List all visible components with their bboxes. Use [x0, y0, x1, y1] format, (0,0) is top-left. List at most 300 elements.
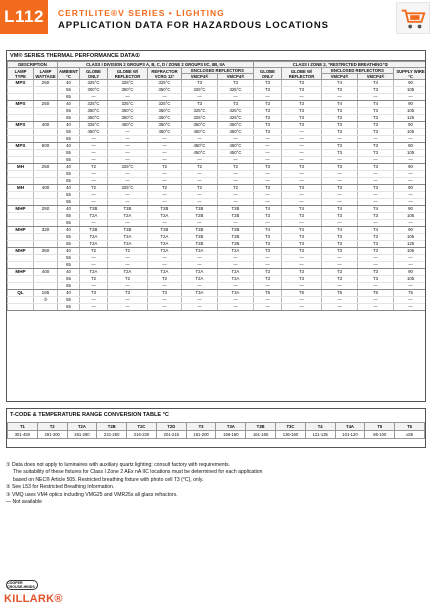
lamp-wattage-cell	[34, 213, 58, 220]
table-cell: —	[358, 304, 394, 311]
table-cell: —	[322, 304, 358, 311]
table-cell: 325°C	[80, 101, 108, 108]
table-cell: —	[282, 136, 322, 143]
table-cell: —	[358, 136, 394, 143]
table-cell: 350°C	[148, 122, 182, 129]
lamp-type-cell: MH	[8, 185, 34, 192]
lamp-wattage-cell	[34, 115, 58, 122]
t-code-cell: T6	[395, 423, 425, 431]
table-cell: —	[218, 297, 254, 304]
conversion-grid	[7, 422, 425, 439]
table-cell: —	[254, 178, 282, 185]
table-cell: 350°C	[148, 108, 182, 115]
table-cell: —	[254, 94, 282, 101]
th-enclosed-reflectors-z2: ENCLOSED REFLECTORS	[322, 68, 394, 74]
table-row	[8, 262, 427, 269]
table-cell: —	[394, 192, 427, 199]
ambient-cell: 40	[58, 227, 80, 234]
table-cell: 450°C	[80, 129, 108, 136]
table-cell: —	[282, 150, 322, 157]
table-cell: 450°C	[148, 129, 182, 136]
table-cell: —	[394, 283, 427, 290]
th-ambient: AMBIENT °C	[59, 68, 79, 79]
table-cell: T3	[358, 87, 394, 94]
table-cell: —	[322, 199, 358, 206]
ambient-cell: 65	[58, 220, 80, 227]
table-cell: T2	[80, 185, 108, 192]
table-cell: 90	[394, 185, 427, 192]
table-cell: —	[358, 297, 394, 304]
lamp-wattage-cell	[34, 150, 58, 157]
table-cell: T3	[282, 80, 322, 87]
table-cell: T2A	[148, 248, 182, 255]
ambient-cell: 55	[58, 255, 80, 262]
thermal-performance-table	[6, 50, 426, 402]
table-cell: T2A	[80, 269, 108, 276]
ambient-cell: 55	[58, 297, 80, 304]
table-cell: —	[282, 297, 322, 304]
table-cell: T2	[80, 248, 108, 255]
table-cell: T2A	[148, 213, 182, 220]
ambient-cell: 40	[58, 248, 80, 255]
footnote-3: ③ VMQ uses VM4 optics including VMG25 and VMR25s all glass refractors.	[6, 491, 178, 498]
table-cell: T3	[322, 143, 358, 150]
ambient-cell: 65	[58, 115, 80, 122]
lamp-type-cell	[8, 94, 34, 101]
ambient-cell: 65	[58, 136, 80, 143]
table-cell: —	[322, 192, 358, 199]
lamp-type-cell	[8, 192, 34, 199]
table-cell: T2B	[80, 206, 108, 213]
table-cell: —	[108, 136, 148, 143]
ambient-cell: 65	[58, 178, 80, 185]
table-cell: 450°C	[218, 129, 254, 136]
table-cell: 450°C	[218, 150, 254, 157]
table-cell: T3	[282, 248, 322, 255]
table-cell: —	[148, 157, 182, 164]
table-cell: T3	[358, 143, 394, 150]
table-cell: T3	[358, 276, 394, 283]
ambient-cell: 40	[58, 206, 80, 213]
table-cell: T4	[322, 101, 358, 108]
table-cell: —	[218, 192, 254, 199]
table-cell: —	[358, 178, 394, 185]
table-cell: 350°C	[108, 87, 148, 94]
table-cell: —	[282, 157, 322, 164]
th-lamp-type: LAMP TYPE	[8, 68, 34, 80]
table-cell: T3	[322, 129, 358, 136]
table-cell: —	[108, 94, 148, 101]
table-cell: —	[394, 178, 427, 185]
table-row	[8, 227, 427, 234]
th-globe-reflector-z2: GLOBE W/ REFLECTOR	[282, 68, 322, 80]
table-cell: T3	[358, 241, 394, 248]
table-cell: —	[182, 171, 218, 178]
lamp-wattage-cell: 400	[34, 122, 58, 129]
t-code-cell: T2B	[97, 423, 127, 431]
table-cell: T3	[254, 248, 282, 255]
table-cell: 350°C	[108, 115, 148, 122]
table-cell: 325°C	[218, 87, 254, 94]
th-description: DESCRIPTION	[8, 62, 58, 68]
table-cell: —	[218, 255, 254, 262]
table-row	[8, 234, 427, 241]
table-cell: —	[394, 220, 427, 227]
table-cell: —	[358, 262, 394, 269]
t-code-cell: T5	[365, 423, 395, 431]
table-cell: T3	[218, 80, 254, 87]
table-cell: 325°C	[218, 108, 254, 115]
footnote-1-cont-a: The suitability of these fixtures for Class I Zone 2 AEx nA IIC locations must be determined for each application	[13, 469, 263, 476]
table-cell: —	[108, 199, 148, 206]
table-cell: —	[80, 283, 108, 290]
table-cell: T2B	[182, 234, 218, 241]
table-cell: —	[254, 199, 282, 206]
table-cell: —	[282, 283, 322, 290]
table-cell: —	[358, 157, 394, 164]
table-cell: —	[394, 262, 427, 269]
lamp-type-cell	[8, 150, 34, 157]
table-cell: —	[394, 157, 427, 164]
table-cell: —	[108, 283, 148, 290]
table-cell: 105	[394, 276, 427, 283]
table-row	[8, 283, 427, 290]
lamp-type-cell: MPS	[8, 122, 34, 129]
table-cell: T3	[254, 108, 282, 115]
ambient-cell: 40	[58, 185, 80, 192]
table-cell: —	[254, 143, 282, 150]
table-cell: —	[254, 283, 282, 290]
lamp-wattage-cell: ③	[34, 297, 58, 304]
table-cell: T2A	[80, 213, 108, 220]
temp-range-cell: 121-135	[305, 431, 335, 439]
th-vmcp4-z2: VMCP4®	[322, 74, 358, 80]
table-cell: T3	[282, 122, 322, 129]
page-header	[0, 0, 432, 40]
table-row	[8, 80, 427, 87]
series-title: CERTILITE®V SERIES • LIGHTING	[58, 8, 225, 18]
table-cell: 350°C	[148, 115, 182, 122]
table-row	[8, 108, 427, 115]
table-cell: T3	[282, 185, 322, 192]
t-code-cell: T3C	[276, 423, 306, 431]
table-cell: T2B	[182, 227, 218, 234]
temp-range-cell: 166-180	[216, 431, 246, 439]
table-cell: —	[218, 262, 254, 269]
table-cell: 90	[394, 80, 427, 87]
table-row	[8, 297, 427, 304]
table-cell: T3	[358, 248, 394, 255]
table-cell: —	[358, 199, 394, 206]
table-cell: T3	[322, 248, 358, 255]
table-cell: —	[254, 297, 282, 304]
t-code-cell: T2	[37, 423, 67, 431]
lamp-type-cell	[8, 136, 34, 143]
table-cell: 350°C	[108, 108, 148, 115]
lamp-wattage-cell: 400	[34, 269, 58, 276]
ambient-cell: 40	[58, 290, 80, 297]
table-cell: —	[254, 192, 282, 199]
table-cell: 105	[394, 248, 427, 255]
table-cell: T2B	[108, 206, 148, 213]
table-cell: —	[218, 136, 254, 143]
table-cell: —	[282, 262, 322, 269]
ambient-cell: 65	[58, 262, 80, 269]
ambient-cell: 55	[58, 108, 80, 115]
page-code-badge: L112	[0, 0, 48, 34]
table-row	[8, 304, 427, 311]
table-cell: T3	[358, 122, 394, 129]
table-cell: 105	[394, 87, 427, 94]
table-cell: 325°C	[108, 80, 148, 87]
table-row	[8, 122, 427, 129]
lamp-wattage-cell: 250	[34, 101, 58, 108]
table-cell: —	[254, 220, 282, 227]
lamp-type-cell: MPS	[8, 80, 34, 87]
table-cell: 350°C	[218, 122, 254, 129]
t-code-cell: T4A	[335, 423, 365, 431]
table-row	[8, 220, 427, 227]
table-cell: T2A	[148, 234, 182, 241]
lamp-type-cell	[8, 234, 34, 241]
table-cell: —	[394, 94, 427, 101]
ambient-cell: 65	[58, 157, 80, 164]
table-cell: —	[80, 94, 108, 101]
table-cell: 325°C	[148, 101, 182, 108]
table-cell: T3	[254, 269, 282, 276]
lamp-type-cell	[8, 262, 34, 269]
table-cell: —	[108, 178, 148, 185]
table-cell: —	[80, 171, 108, 178]
lamp-wattage-cell	[34, 136, 58, 143]
table-cell: —	[218, 199, 254, 206]
th-globe-reflector: GLOBE W/ REFLECTOR	[108, 68, 148, 80]
ambient-cell: 65	[58, 94, 80, 101]
table-cell: T3	[282, 87, 322, 94]
table-row	[8, 276, 427, 283]
table-row	[8, 101, 427, 108]
table-cell: T2B	[80, 227, 108, 234]
table-cell: —	[182, 157, 218, 164]
table-cell: 105	[394, 150, 427, 157]
table-cell: T3	[218, 101, 254, 108]
temp-range-cell: 181-200	[186, 431, 216, 439]
table-row	[8, 87, 427, 94]
table-cell: —	[148, 143, 182, 150]
table-cell: —	[182, 220, 218, 227]
table-cell: T3	[322, 150, 358, 157]
lamp-wattage-cell: 250	[34, 80, 58, 87]
lamp-wattage-cell	[34, 178, 58, 185]
lamp-type-cell: MHP	[8, 227, 34, 234]
table-cell: —	[148, 220, 182, 227]
table-cell: T2A	[80, 234, 108, 241]
table-cell: 325°C	[182, 115, 218, 122]
lamp-type-cell: MHP	[8, 206, 34, 213]
table-row	[8, 206, 427, 213]
table-cell: 90	[394, 164, 427, 171]
table-cell: T3	[358, 108, 394, 115]
lamp-wattage-cell	[34, 171, 58, 178]
table-cell: T3	[108, 290, 148, 297]
table-cell: —	[394, 297, 427, 304]
t-code-cell: T1	[8, 423, 38, 431]
table-cell: —	[182, 199, 218, 206]
table-cell: T2B	[218, 234, 254, 241]
table-cell: 450°C	[108, 122, 148, 129]
table-cell: T3	[282, 213, 322, 220]
table-cell: —	[80, 192, 108, 199]
temp-range-cell: 161-165	[246, 431, 276, 439]
table-cell: T4	[358, 206, 394, 213]
table-cell: —	[358, 171, 394, 178]
table-cell: —	[282, 178, 322, 185]
lamp-wattage-cell	[34, 94, 58, 101]
lamp-type-cell: MH	[8, 164, 34, 171]
table-cell: —	[148, 255, 182, 262]
table-cell: 105	[394, 108, 427, 115]
th-lamp-wattage: LAMP WATTAGE	[35, 68, 56, 79]
table-cell: T3	[254, 185, 282, 192]
lamp-type-cell	[8, 276, 34, 283]
table-cell: —	[80, 255, 108, 262]
table-cell: T3	[358, 115, 394, 122]
table-cell: —	[80, 262, 108, 269]
temp-range-cell: ≤85	[395, 431, 425, 439]
table-cell: —	[218, 94, 254, 101]
ambient-cell: 55	[58, 171, 80, 178]
table-cell: —	[182, 136, 218, 143]
lamp-type-cell	[8, 304, 34, 311]
table-cell: T3	[282, 164, 322, 171]
lamp-type-cell	[8, 255, 34, 262]
table-cell: T2A	[148, 241, 182, 248]
table-cell: —	[254, 262, 282, 269]
table-cell: T2	[148, 185, 182, 192]
table-cell: —	[282, 192, 322, 199]
th-vmcp45-z2: VMCP4®	[358, 74, 394, 80]
table-cell: —	[394, 171, 427, 178]
temp-range-cell: 261-280	[67, 431, 97, 439]
table-cell: —	[218, 171, 254, 178]
table-row	[8, 185, 427, 192]
footnote-1: ① Data does not apply to luminaires with auxiliary quartz lighting; consult factory with requirements.	[6, 462, 230, 468]
table-cell: T2	[108, 248, 148, 255]
table-cell: —	[148, 192, 182, 199]
th-enclosed-reflectors: ENCLOSED REFLECTORS	[182, 68, 254, 74]
table-cell: —	[108, 304, 148, 311]
lamp-wattage-cell	[34, 276, 58, 283]
shopping-cart-icon[interactable]	[396, 2, 430, 34]
th-globe-only-z2: GLOBE ONLY	[254, 68, 282, 80]
lamp-type-cell	[8, 129, 34, 136]
table-cell: —	[80, 143, 108, 150]
table-cell: 325°C	[80, 80, 108, 87]
table-row	[8, 143, 427, 150]
lamp-wattage-cell	[34, 199, 58, 206]
temp-range-cell: 101-120	[335, 431, 365, 439]
table-cell: T2A	[148, 269, 182, 276]
table-cell: T3	[182, 80, 218, 87]
table-row	[8, 171, 427, 178]
table-cell: —	[254, 136, 282, 143]
table-cell: 90	[394, 122, 427, 129]
table-cell: —	[148, 136, 182, 143]
table-cell: T3	[322, 241, 358, 248]
table-cell: 325°C	[80, 122, 108, 129]
table-cell: T3	[322, 269, 358, 276]
table-cell: T3	[254, 115, 282, 122]
table-cell: T3	[282, 101, 322, 108]
table-cell: —	[282, 129, 322, 136]
table-cell: —	[108, 171, 148, 178]
table-cell: —	[148, 199, 182, 206]
table-cell: T5	[282, 290, 322, 297]
table-cell: T3	[282, 108, 322, 115]
table-cell: T3	[254, 80, 282, 87]
temp-range-cell: 231-260	[97, 431, 127, 439]
table-cell: —	[148, 171, 182, 178]
table-cell: T3	[358, 213, 394, 220]
t-code-cell: T2A	[67, 423, 97, 431]
table-row	[8, 255, 427, 262]
table-cell: —	[322, 220, 358, 227]
table-cell: T3	[254, 164, 282, 171]
table-cell: —	[322, 136, 358, 143]
table-cell: T3	[322, 108, 358, 115]
lamp-wattage-cell: 320	[34, 227, 58, 234]
table-cell: T3	[322, 164, 358, 171]
t-code-cell: T4	[305, 423, 335, 431]
table-cell: —	[108, 262, 148, 269]
ambient-cell: 40	[58, 101, 80, 108]
table-row	[8, 241, 427, 248]
table-cell: T2	[182, 164, 218, 171]
table-cell: —	[322, 94, 358, 101]
table-cell: T3	[80, 290, 108, 297]
table-cell: T2	[182, 185, 218, 192]
table-cell: 90	[394, 101, 427, 108]
table-cell: T2	[108, 276, 148, 283]
table-cell: 125	[394, 115, 427, 122]
table-cell: T3	[282, 276, 322, 283]
table-cell: —	[358, 192, 394, 199]
lamp-type-cell	[8, 297, 34, 304]
ambient-cell: 55	[58, 87, 80, 94]
lamp-type-cell	[8, 115, 34, 122]
ambient-cell: 40	[58, 122, 80, 129]
table-cell: T3	[358, 234, 394, 241]
table-row	[8, 178, 427, 185]
table-cell: T2	[80, 164, 108, 171]
lamp-wattage-cell	[34, 304, 58, 311]
table-cell: 325°C	[182, 87, 218, 94]
table-cell: —	[322, 157, 358, 164]
table-cell: T4	[282, 227, 322, 234]
lamp-type-cell: QL	[8, 290, 34, 297]
table-cell: —	[182, 283, 218, 290]
table-cell: T4	[358, 80, 394, 87]
table-cell: —	[182, 297, 218, 304]
table-cell: T2A	[182, 276, 218, 283]
table-cell: 450°C	[218, 143, 254, 150]
temp-range-cell: 136-160	[276, 431, 306, 439]
table-cell: —	[282, 199, 322, 206]
temp-range-cell: 216-230	[127, 431, 157, 439]
table-cell: T3	[254, 101, 282, 108]
table-cell: —	[282, 143, 322, 150]
lamp-wattage-cell: 250	[34, 206, 58, 213]
